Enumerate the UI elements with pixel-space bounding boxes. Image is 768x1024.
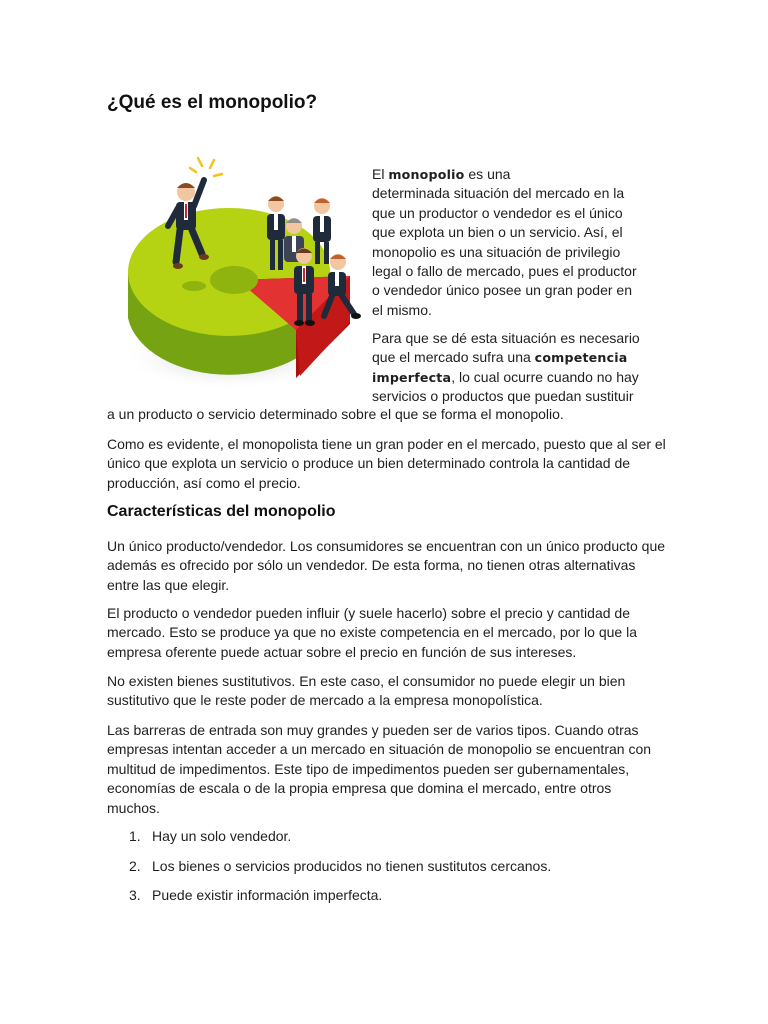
intro-line: , lo cual ocurre cuando no hay: [451, 368, 639, 385]
term-competencia: competencia: [534, 350, 628, 366]
intro-paragraph-1: [372, 165, 667, 320]
intro-line: o vendedor único posee un gran poder en: [372, 282, 632, 299]
intro-line: monopolio es una situación de privilegio: [372, 243, 621, 260]
paragraph-evidente: Como es evidente, el monopolista tiene un gran poder en el mercado, puesto que al ser el único que explota un servicio o produce un bien determinado controla la cantidad de producción, así como el precio.: [107, 436, 666, 491]
list-text: Puede existir información imperfecta.: [152, 887, 383, 903]
intro-line: que explota un bien o un servicio. Así, el: [372, 224, 623, 241]
list-item: [107, 857, 667, 887]
monopoly-illustration: [118, 154, 364, 400]
paragraph-unico-producto: Un único producto/vendedor. Los consumidores se encuentran con un único producto que además es ofrecido por sólo un vendedor. De esta forma, no tienen otras alternativas entre las que elegir.: [107, 538, 666, 593]
intro-line: Para que se dé esta situación es necesario: [372, 330, 640, 346]
intro-line: que un productor o vendedor es el único: [372, 204, 623, 221]
paragraph-barreras: Las barreras de entrada son muy grandes y pueden ser de varios tipos. Cuando otras empresas intentan acceder a un mercado en situación de monopolio se encuentran con multitud de impedimentos. Este tipo de impedimentos pueden ser gubernamentales, economías de escala o de la propia empresa que domina el mercado, entre otros muchos.: [107, 722, 652, 816]
term-imperfecta: imperfecta: [372, 369, 452, 385]
list-text: Hay un solo vendedor.: [152, 828, 292, 844]
intro-text: El: [372, 166, 389, 182]
paragraph-influir-precio: El producto o vendedor pueden influir (y suele hacerlo) sobre el precio y cantidad de mercado. Esto se produce ya que no existe competencia en el mercado, por lo que la empresa oferente puede actuar sobre el precio en función de sus intereses.: [107, 605, 637, 660]
intro-line: legal o fallo de mercado, pues el productor: [372, 263, 637, 280]
list-item: [107, 827, 667, 857]
page-title: ¿Qué es el monopolio?: [107, 92, 318, 113]
section-title: Características del monopolio: [107, 503, 336, 520]
intro-line: el mismo.: [372, 301, 432, 318]
intro-line-full: a un producto o servicio determinado sobre el que se forma el monopolio.: [107, 406, 564, 422]
intro-paragraph-2: [372, 329, 667, 407]
characteristics-list: [107, 827, 667, 916]
term-monopolio: monopolio: [388, 167, 465, 182]
intro-line: servicios o productos que puedan sustituir: [372, 388, 634, 405]
intro-line: que el mercado sufra una: [372, 349, 535, 366]
list-number: 2.: [129, 857, 141, 874]
list-number: 3.: [129, 887, 141, 903]
intro-line: determinada situación del mercado en la: [372, 185, 625, 202]
paragraph-sustitutivos: No existen bienes sustitutivos. En este caso, el consumidor no puede elegir un bien sustitutivo que le reste poder de mercado a la empresa monopolística.: [107, 673, 626, 709]
intro-text: es una: [464, 166, 511, 182]
list-item: [107, 886, 667, 916]
list-number: 1.: [129, 828, 141, 844]
list-text: Los bienes o servicios producidos no tienen sustitutos cercanos.: [152, 857, 552, 874]
